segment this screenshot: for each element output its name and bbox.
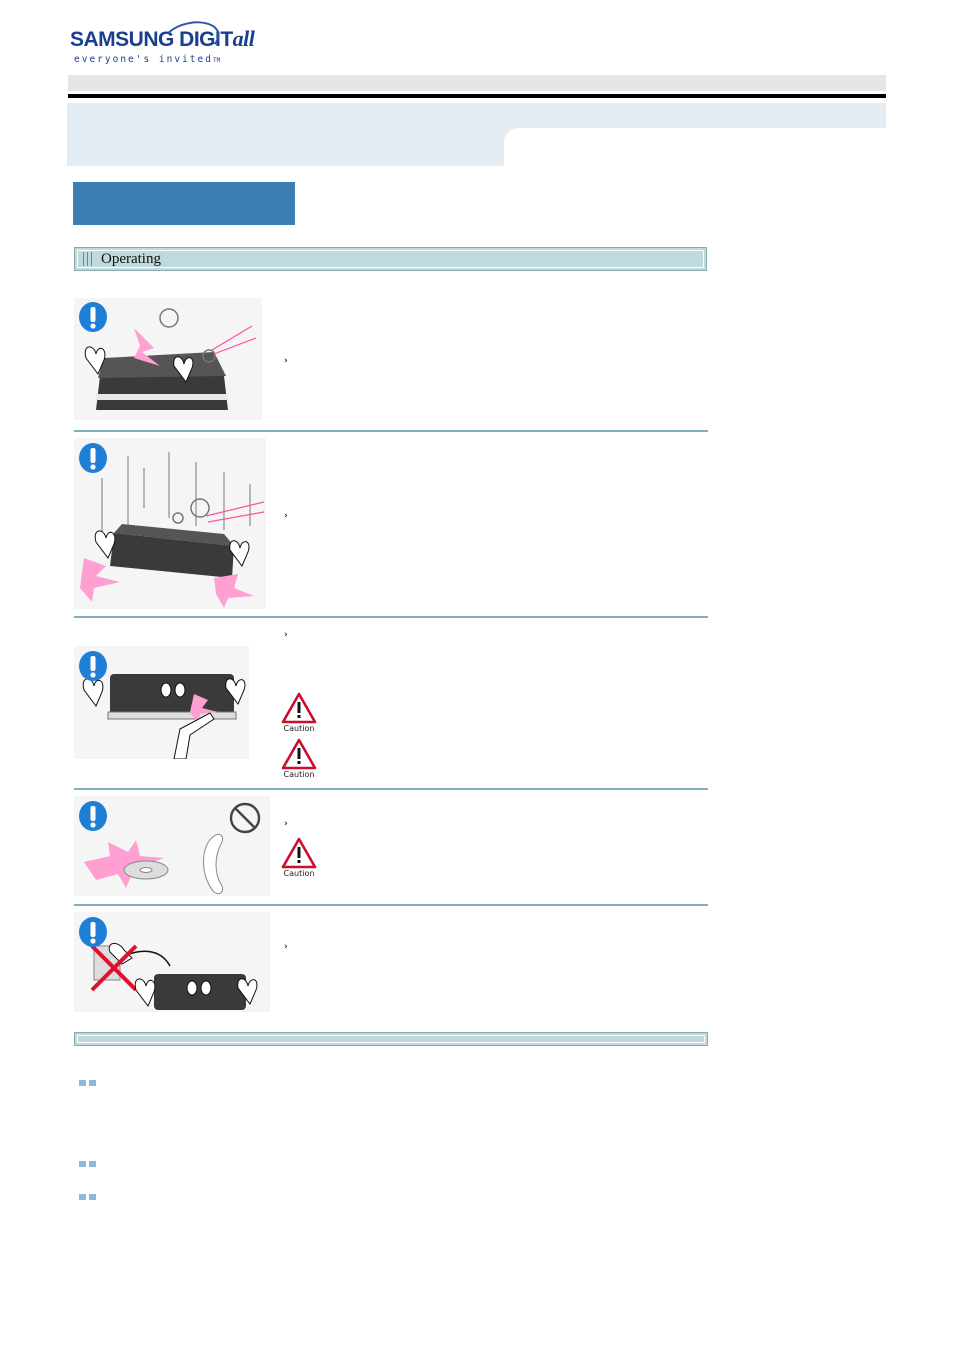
caution-label: Caution: [283, 770, 315, 779]
square-bullet-icon: [79, 1073, 99, 1079]
arrow-right-icon: ›: [284, 356, 288, 366]
caution-label: Caution: [283, 724, 315, 733]
caution-triangle-icon: [281, 738, 317, 780]
exclamation-circle-icon: [78, 650, 108, 687]
exclamation-circle-icon: [78, 442, 108, 479]
section-footer: [74, 1032, 708, 1046]
samsung-logo: [70, 26, 255, 70]
caution-triangle-icon: [281, 837, 317, 879]
logo-brand-text: SAMSUNG DIGITall: [70, 26, 255, 51]
exclamation-circle-icon: [78, 800, 108, 837]
arrow-right-icon: ›: [284, 630, 288, 640]
square-bullet-icon: [79, 1187, 99, 1193]
item-divider: [74, 904, 708, 906]
arrow-right-icon: ›: [284, 819, 288, 829]
prohibited-icon: [228, 801, 262, 840]
exclamation-circle-icon: [78, 301, 108, 338]
item-divider: [74, 616, 708, 618]
header-gray-bar: [68, 75, 886, 91]
section-title: Operating: [101, 251, 161, 267]
square-bullet-icon: [79, 1154, 99, 1160]
caution-triangle-icon: [281, 692, 317, 734]
header-divider-line: [68, 94, 886, 98]
arrow-right-icon: ›: [284, 511, 288, 521]
logo-tagline: everyone's invitedTM: [74, 54, 221, 65]
arrow-right-icon: ›: [284, 942, 288, 952]
title-banner-tab: [504, 128, 886, 166]
section-header-stripes-icon: [83, 252, 95, 271]
section-header: [74, 247, 707, 271]
exclamation-circle-icon: [78, 916, 108, 953]
caution-label: Caution: [283, 869, 315, 878]
item-divider: [74, 788, 708, 790]
item-divider: [74, 430, 708, 432]
subtitle-box: [73, 182, 295, 225]
